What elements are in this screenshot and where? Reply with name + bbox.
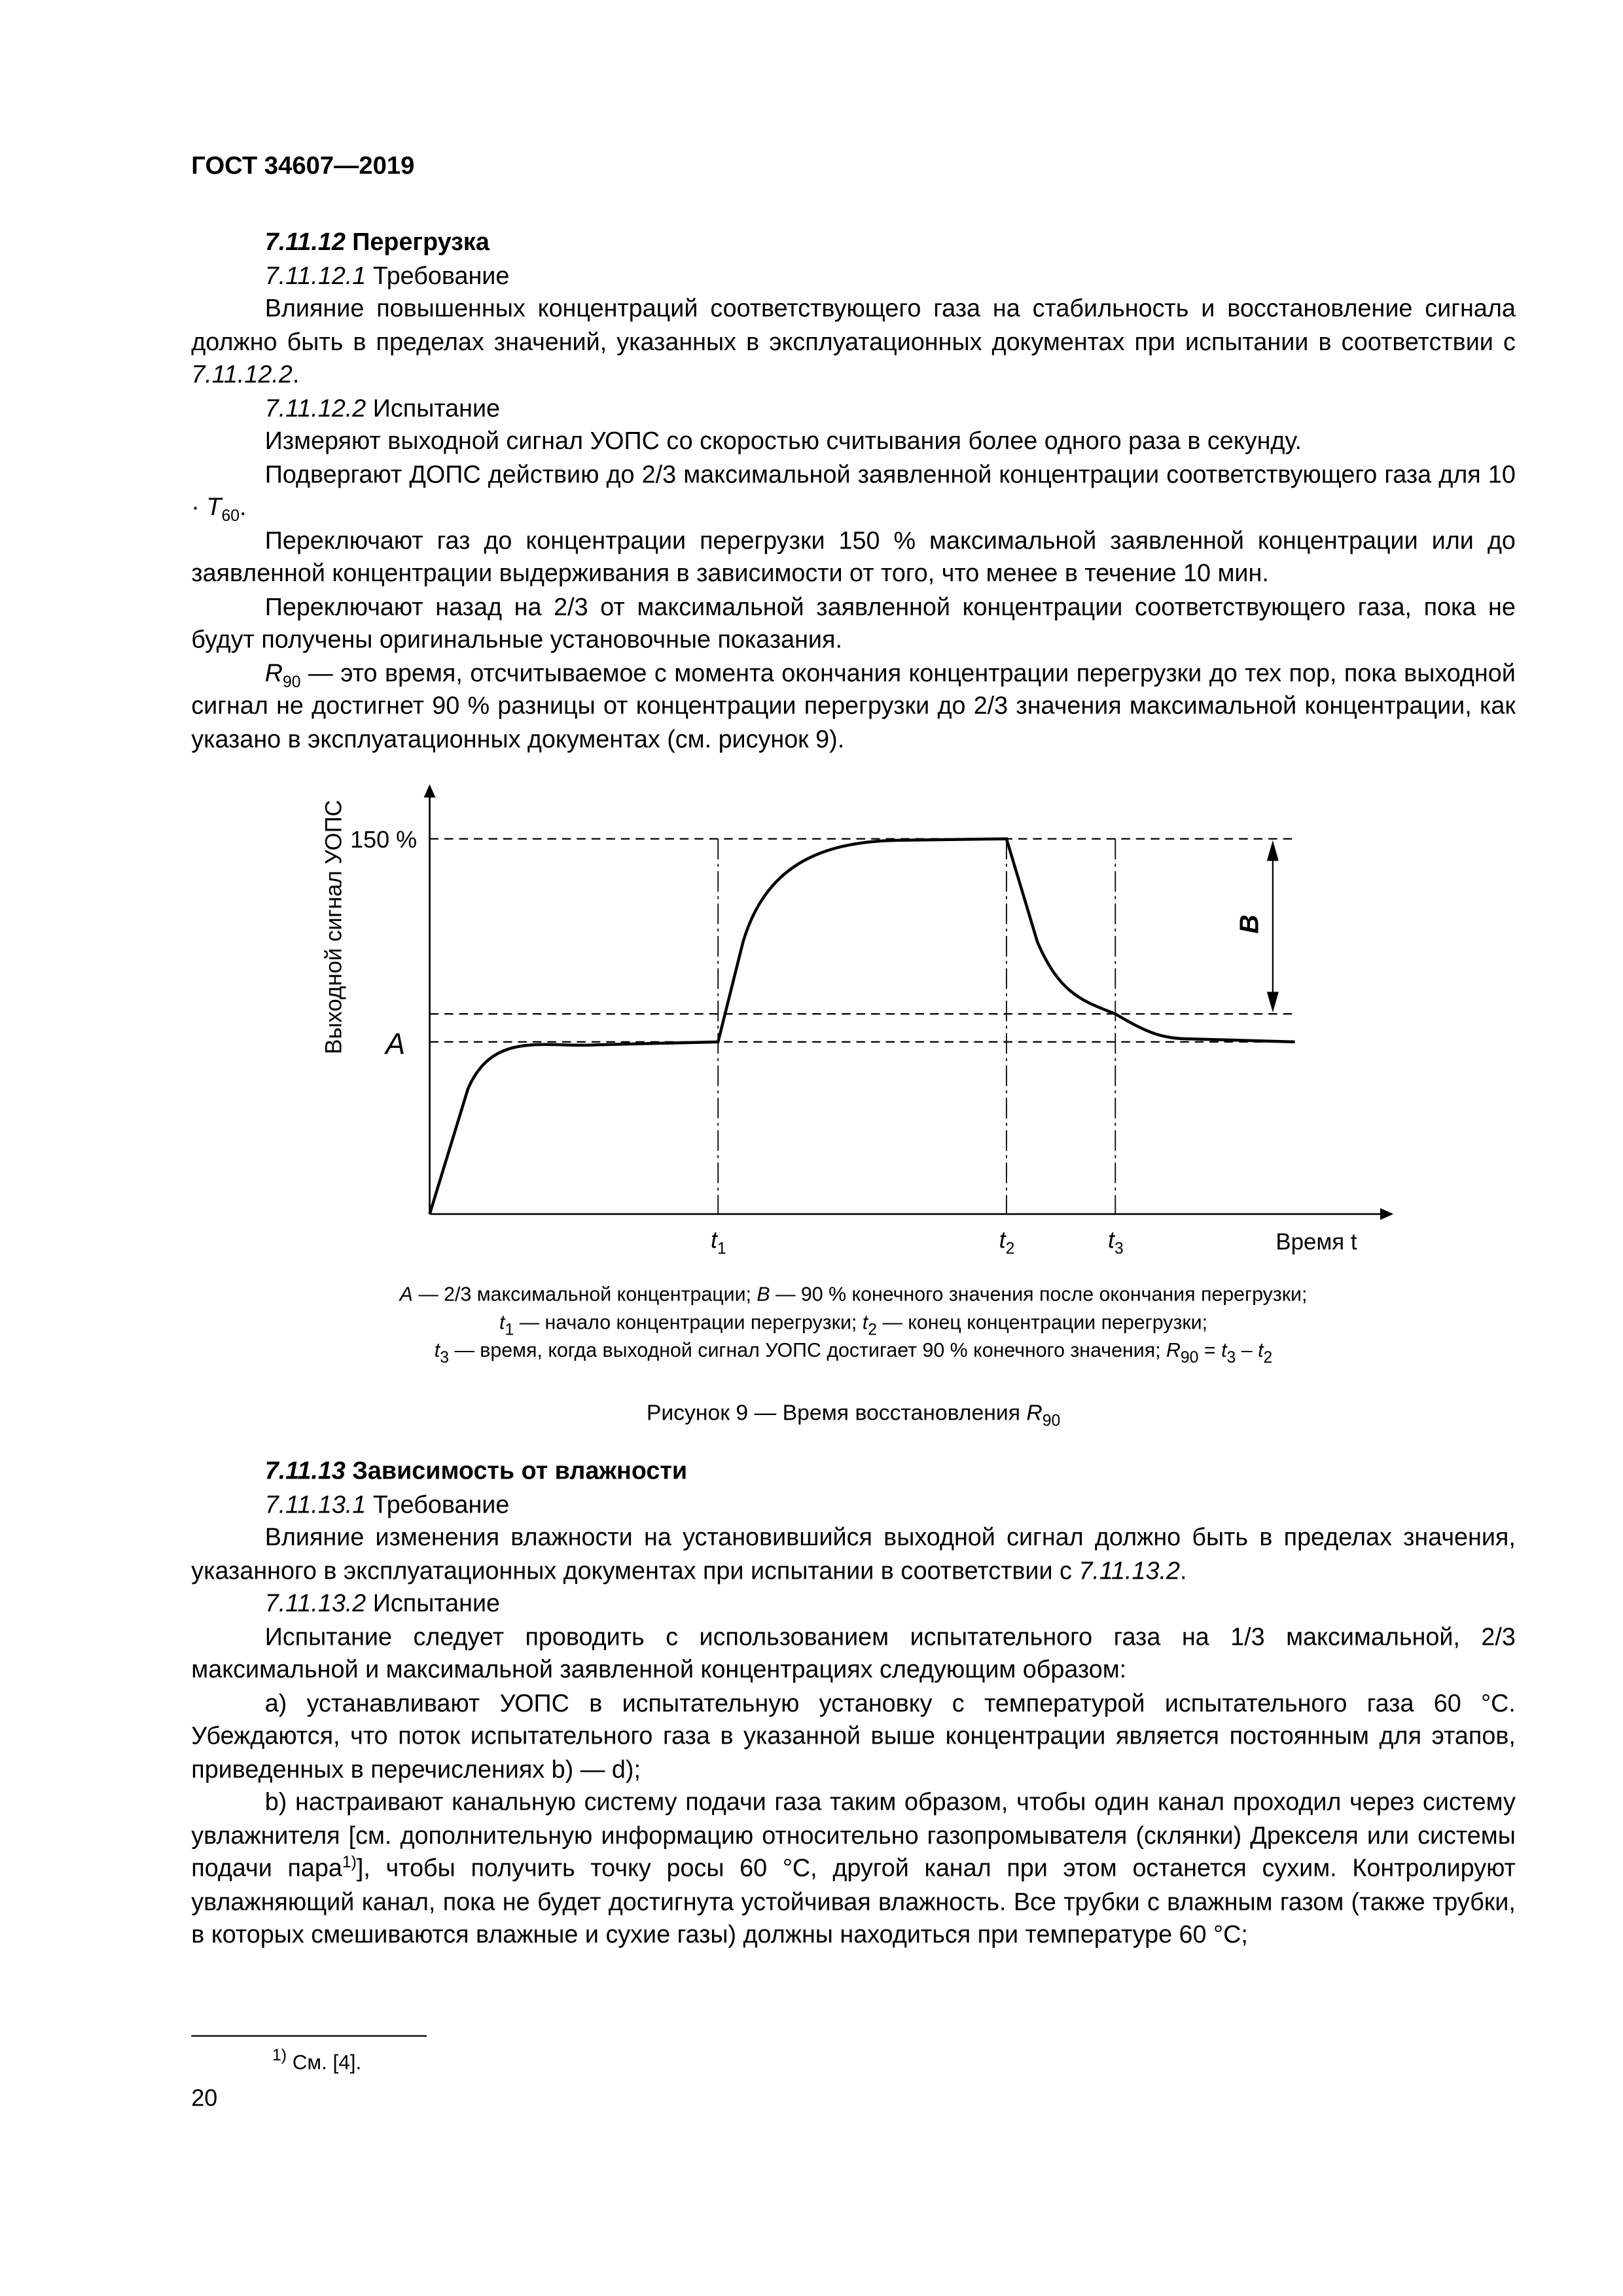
text-run: t	[434, 1339, 440, 1361]
legend-line	[191, 1336, 1516, 1365]
text-run: Испытание следует проводить с использованием испытательного газа на 1/3 максимальной, 2/3 максимальной и максимальной заявленной концентрациях следующим образом:	[191, 1622, 1516, 1684]
text-run: ], чтобы получить точку росы 60 °С, другой канал при этом останется сухим. Контролируют увлажняющий канал, пока не будет достигнута устойчивая влажность. Все трубки с влажным газом (также трубки, в которых смешиваются влажные и сухие газы) должны находиться при температуре 60 °С;	[191, 1854, 1516, 1948]
text-run: 7.11.12.2	[264, 393, 366, 422]
text-run: B	[757, 1283, 770, 1306]
text-run: 1)	[342, 1854, 357, 1872]
text-run: См. [4].	[286, 2050, 362, 2073]
t3-label: $t_3$	[1108, 1226, 1124, 1258]
text-run: а) устанавливают УОПС в испытательную установку с температурой испытательного газа 60 °С. Убеждаются, что поток испытательного газа в указанной выше концентрации является постоянным для этапов, приведенных в перечислениях b) — d);	[191, 1689, 1516, 1783]
page-number: 20	[191, 2087, 218, 2112]
text-run: t	[1258, 1339, 1264, 1361]
x-axis-label: Время t	[1275, 1229, 1357, 1255]
text-run: 1)	[272, 2047, 287, 2065]
text-run: Требование	[366, 261, 510, 289]
text-run: Требование	[366, 1490, 510, 1518]
text-run: — это время, отсчитываемое с момента окончания концентрации перегрузки до тех пор, пока выходной сигнал не достигнет 90 % разницы от концентрации перегрузки до 2/3 значения максимальной концентрации, как указано в эксплуатационных документах (см. рисунок 9).	[191, 658, 1516, 753]
legend-line	[191, 1308, 1516, 1340]
text-run: Влияние повышенных концентраций соответствующего газа на стабильность и восстановление сигнала должно быть в пределах значений, указанных в эксплуатационных документах при испытании в соответствии с	[191, 294, 1516, 355]
text-run: 7.11.13.1	[264, 1490, 366, 1518]
text-run: — начало концентрации перегрузки;	[514, 1311, 863, 1334]
text-run: — время, когда выходной сигнал УОПС достигает 90 % конечного значения;	[449, 1339, 1166, 1361]
legend-line	[191, 1280, 1516, 1308]
t2-label: $t_2$	[999, 1226, 1015, 1258]
text-run: 3	[1226, 1349, 1236, 1367]
text-run: Испытание	[366, 393, 501, 422]
document-header: ГОСТ 34607—2019	[191, 151, 415, 180]
text-run: 90	[282, 673, 301, 691]
paragraph	[191, 1522, 1516, 1588]
text-run: .	[292, 360, 300, 389]
text-run: t	[1221, 1339, 1227, 1361]
text-run: T	[206, 493, 222, 521]
text-run: R	[1026, 1401, 1043, 1426]
text-run: 60	[221, 507, 240, 526]
text-run: A	[399, 1283, 413, 1306]
text-run: 1	[505, 1321, 514, 1340]
section-7-11-13	[191, 1456, 1516, 1952]
text-run: Подвергают ДОПС действию до 2/3 максимальной заявленной концентрации соответствующего газа для 10 ·	[191, 459, 1516, 521]
text-run: R	[1166, 1339, 1181, 1361]
text-run: t	[862, 1311, 868, 1334]
text-run: 3	[440, 1349, 450, 1367]
text-run: t	[499, 1311, 505, 1334]
text-run: Переключают газ до концентрации перегрузки 150 % максимальной заявленной концентрации или до заявленной концентрации выдерживания в зависимости от того, что менее в течение 10 мин.	[191, 526, 1516, 588]
paragraph	[191, 1787, 1516, 1952]
label-B: B	[1234, 914, 1264, 934]
text-run: 7.11.13.2	[1079, 1556, 1180, 1585]
y-axis-label: Выходной сигнал УОПС	[321, 800, 347, 1054]
footnote-separator	[191, 2036, 427, 2037]
text-run: Влияние изменения влажности на установившийся выходной сигнал должно быть в пределах значения, указанного в эксплуатационных документах при испытании в соответствии с	[191, 1523, 1516, 1585]
text-run: 7.11.12.1	[264, 261, 366, 289]
label-A: A	[385, 1026, 406, 1060]
text-run: Переключают назад на 2/3 от максимальной заявленной концентрации соответствующего газа, пока не будут получены оригинальные установочные показания.	[191, 592, 1516, 654]
paragraph	[191, 1588, 1516, 1621]
text-run: Зависимость от влажности	[345, 1456, 688, 1485]
paragraph	[191, 1687, 1516, 1787]
text-run: 7.11.13	[264, 1456, 346, 1485]
text-run: 7.11.12.2	[191, 360, 293, 389]
text-run: 7.11.12	[264, 228, 346, 257]
text-run: 90	[1180, 1349, 1199, 1367]
paragraph	[191, 1621, 1516, 1687]
text-run: –	[1236, 1339, 1258, 1361]
footnote	[272, 2045, 361, 2079]
text-run: — 90 % конечного значения после окончания перегрузки;	[770, 1283, 1308, 1306]
figure-legend	[191, 1280, 1516, 1367]
text-run: Измеряют выходной сигнал УОПС со скоростью считывания более одного раза в секунду.	[264, 427, 1302, 455]
text-run: 7.11.13.2	[264, 1589, 366, 1617]
text-run: 90	[1042, 1412, 1061, 1431]
text-run: — конец концентрации перегрузки;	[877, 1311, 1208, 1334]
text-run: Перегрузка	[345, 228, 490, 257]
t1-label: $t_1$	[710, 1226, 726, 1258]
text-run: 2	[868, 1321, 878, 1340]
text-run: R	[264, 658, 283, 687]
text-run: — 2/3 максимальной концентрации;	[412, 1283, 757, 1306]
text-run: =	[1198, 1339, 1222, 1361]
text-run: 2	[1263, 1349, 1273, 1367]
text-run: b) настраивают канальную систему подачи газа таким образом, чтобы один канал проходил через систему увлажнителя [см. дополнительную информацию относительно газопромывателя (склянки) Дрекселя или системы подачи пара	[191, 1787, 1516, 1882]
text-run: .	[1179, 1556, 1187, 1585]
signal-curve	[430, 839, 1295, 1214]
paragraph	[191, 1488, 1516, 1522]
label-150-percent: 150 %	[350, 826, 418, 853]
text-run: Испытание	[366, 1589, 501, 1617]
text-run: Рисунок 9 — Время восстановления	[646, 1401, 1027, 1426]
paragraph	[191, 1456, 1516, 1489]
figure-caption	[191, 1398, 1516, 1431]
text-run: .	[239, 493, 247, 521]
